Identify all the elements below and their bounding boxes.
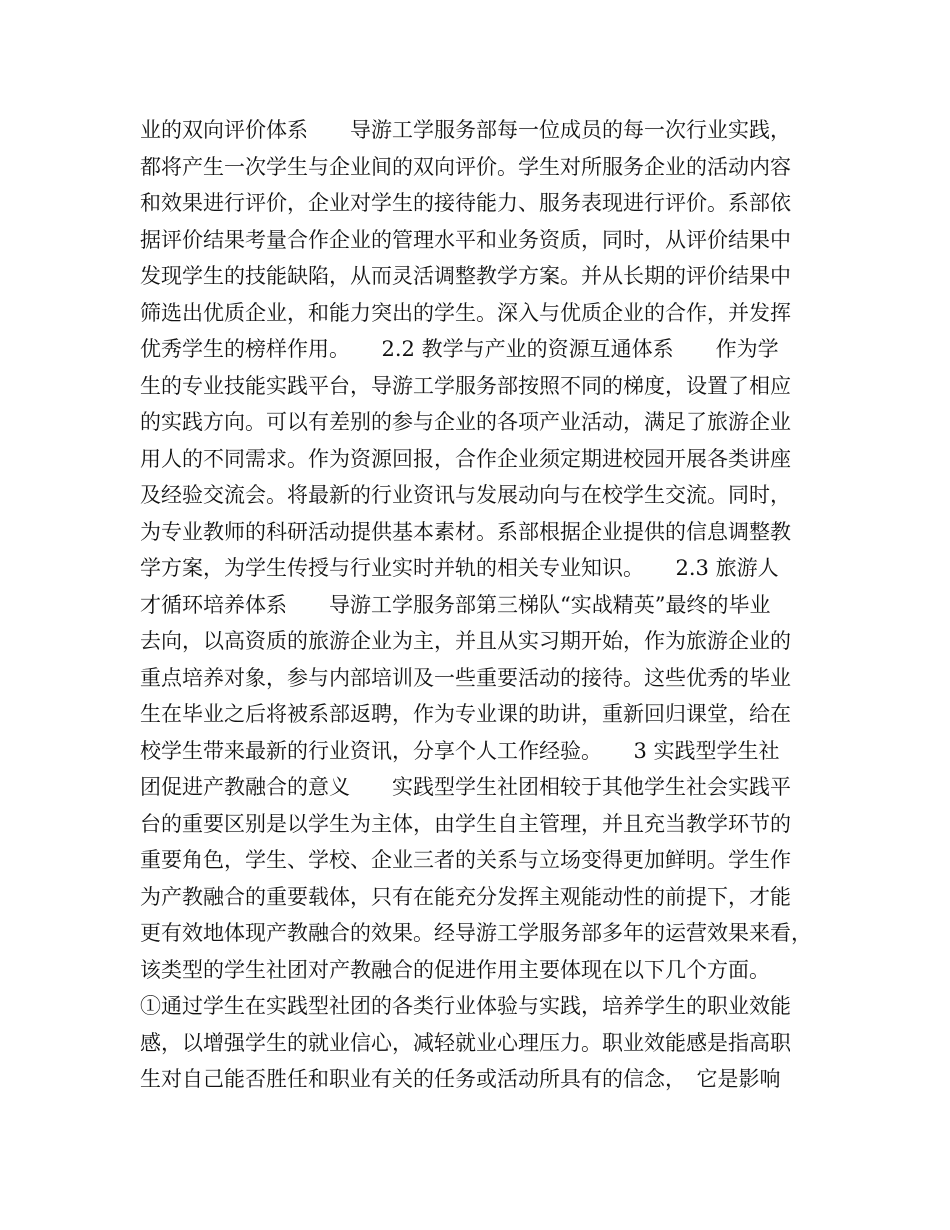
text-line: 更有效地体现产教融合的效果。经导游工学服务部多年的运营效果来看， — [140, 921, 812, 945]
text-line: 学方案，为学生传授与行业实时并轨的相关专业知识。 2.3 旅游人 — [140, 556, 779, 580]
text-line: 据评价结果考量合作企业的管理水平和业务资质，同时，从评价结果中 — [140, 227, 791, 252]
text-line: 优秀学生的榜样作用。 2.2 教学与产业的资源互通体系 作为学 — [140, 337, 779, 361]
text-line: 才循环培养体系 导游工学服务部第三梯队“实战精英”最终的毕业 — [140, 592, 771, 617]
text-line: 团促进产教融合的意义 实践型学生社团相较于其他学生社会实践平 — [140, 775, 791, 799]
text-line: 为产教融合的重要载体，只有在能充分发挥主观能动性的前提下，才能 — [140, 884, 791, 909]
body-text — [140, 112, 840, 1098]
text-line: 生对自己能否胜任和职业有关的任务或活动所具有的信念， 它是影响 — [140, 1067, 781, 1091]
text-line: 业的双向评价体系 导游工学服务部每一位成员的每一次行业实践， — [140, 118, 791, 142]
text-line: 重点培养对象，参与内部培训及一些重要活动的接待。这些优秀的毕业 — [140, 665, 791, 690]
text-line: 重要角色，学生、学校、企业三者的关系与立场变得更加鲜明。学生作 — [140, 848, 791, 872]
text-line: 该类型的学生社团对产教融合的促进作用主要体现在以下几个方面。 — [140, 957, 770, 982]
text-line: 用人的不同需求。作为资源回报，合作企业须定期进校园开展各类讲座 — [140, 446, 791, 471]
text-line: 去向，以高资质的旅游企业为主，并且从实习期开始，作为旅游企业的 — [140, 629, 791, 653]
text-line: 为专业教师的科研活动提供基本素材。系部根据企业提供的信息调整教 — [140, 519, 791, 544]
text-line: 校学生带来最新的行业资讯，分享个人工作经验。 3 实践型学生社 — [140, 738, 780, 763]
text-line: 都将产生一次学生与企业间的双向评价。学生对所服务企业的活动内容 — [140, 154, 791, 179]
text-line: ①通过学生在实践型社团的各类行业体验与实践，培养学生的职业效能 — [140, 994, 791, 1018]
text-line: 发现学生的技能缺陷，从而灵活调整教学方案。并从长期的评价结果中 — [140, 264, 791, 288]
text-line: 和效果进行评价，企业对学生的接待能力、服务表现进行评价。系部依 — [140, 191, 791, 215]
text-line: 筛选出优质企业，和能力突出的学生。深入与优质企业的合作，并发挥 — [140, 300, 791, 325]
text-line: 及经验交流会。将最新的行业资讯与发展动向与在校学生交流。同时， — [140, 483, 791, 507]
text-line: 感，以增强学生的就业信心，减轻就业心理压力。职业效能感是指高职 — [140, 1030, 791, 1055]
text-line: 的实践方向。可以有差别的参与企业的各项产业活动，满足了旅游企业 — [140, 410, 791, 434]
text-line: 台的重要区别是以学生为主体，由学生自主管理，并且充当教学环节的 — [140, 811, 791, 836]
text-line: 生在毕业之后将被系部返聘，作为专业课的助讲，重新回归课堂，给在 — [140, 702, 791, 726]
text-line: 生的专业技能实践平台，导游工学服务部按照不同的梯度，设置了相应 — [140, 373, 791, 398]
